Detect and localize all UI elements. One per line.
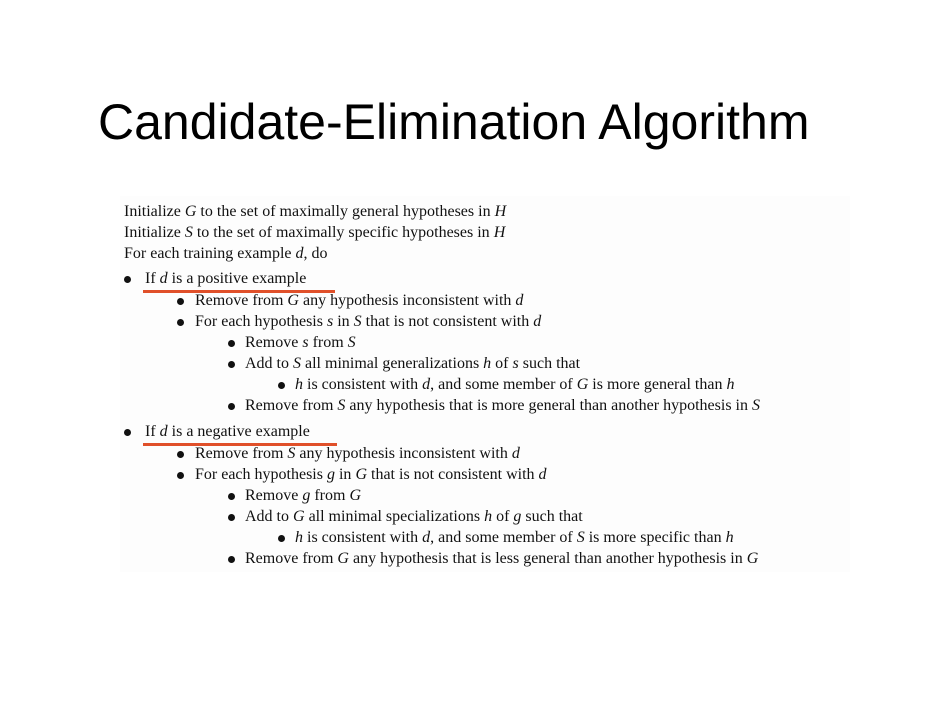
negative-example-header: If d is a negative example bbox=[145, 423, 310, 440]
positive-for-each-hypothesis: For each hypothesis s in S that is not consistent with d bbox=[195, 313, 542, 330]
bullet-icon bbox=[228, 340, 235, 347]
bullet-icon bbox=[278, 382, 285, 389]
bullet-icon bbox=[177, 451, 184, 458]
bullet-icon bbox=[124, 276, 131, 283]
bullet-icon bbox=[177, 319, 184, 326]
negative-remove-inconsistent: Remove from S any hypothesis inconsistent with d bbox=[195, 445, 520, 462]
bullet-icon bbox=[228, 556, 235, 563]
negative-add-specializations: Add to G all minimal specializations h of g such that bbox=[245, 508, 583, 525]
bullet-icon bbox=[278, 535, 285, 542]
init-g-line: Initialize G to the set of maximally general hypotheses in H bbox=[124, 203, 507, 220]
positive-add-generalizations: Add to S all minimal generalizations h of s such that bbox=[245, 355, 581, 372]
negative-for-each-hypothesis: For each hypothesis g in G that is not consistent with d bbox=[195, 466, 547, 483]
negative-remove-g: Remove g from G bbox=[245, 487, 361, 504]
bullet-icon bbox=[177, 472, 184, 479]
positive-remove-s: Remove s from S bbox=[245, 334, 356, 351]
slide-title: Candidate-Elimination Algorithm bbox=[98, 94, 810, 150]
bullet-icon bbox=[228, 493, 235, 500]
positive-remove-inconsistent: Remove from G any hypothesis inconsistent with d bbox=[195, 292, 524, 309]
bullet-icon bbox=[124, 429, 131, 436]
init-s-line: Initialize S to the set of maximally specific hypotheses in H bbox=[124, 224, 506, 241]
algorithm-figure bbox=[120, 196, 850, 572]
negative-remove-less-general: Remove from G any hypothesis that is less general than another hypothesis in G bbox=[245, 550, 759, 567]
positive-example-header: If d is a positive example bbox=[145, 270, 307, 287]
negative-condition: h is consistent with d, and some member of S is more specific than h bbox=[295, 529, 734, 546]
for-each-example-line: For each training example d, do bbox=[124, 245, 328, 262]
bullet-icon bbox=[228, 514, 235, 521]
bullet-icon bbox=[177, 298, 184, 305]
bullet-icon bbox=[228, 403, 235, 410]
positive-condition: h is consistent with d, and some member of G is more general than h bbox=[295, 376, 735, 393]
positive-remove-more-general: Remove from S any hypothesis that is more general than another hypothesis in S bbox=[245, 397, 760, 414]
bullet-icon bbox=[228, 361, 235, 368]
